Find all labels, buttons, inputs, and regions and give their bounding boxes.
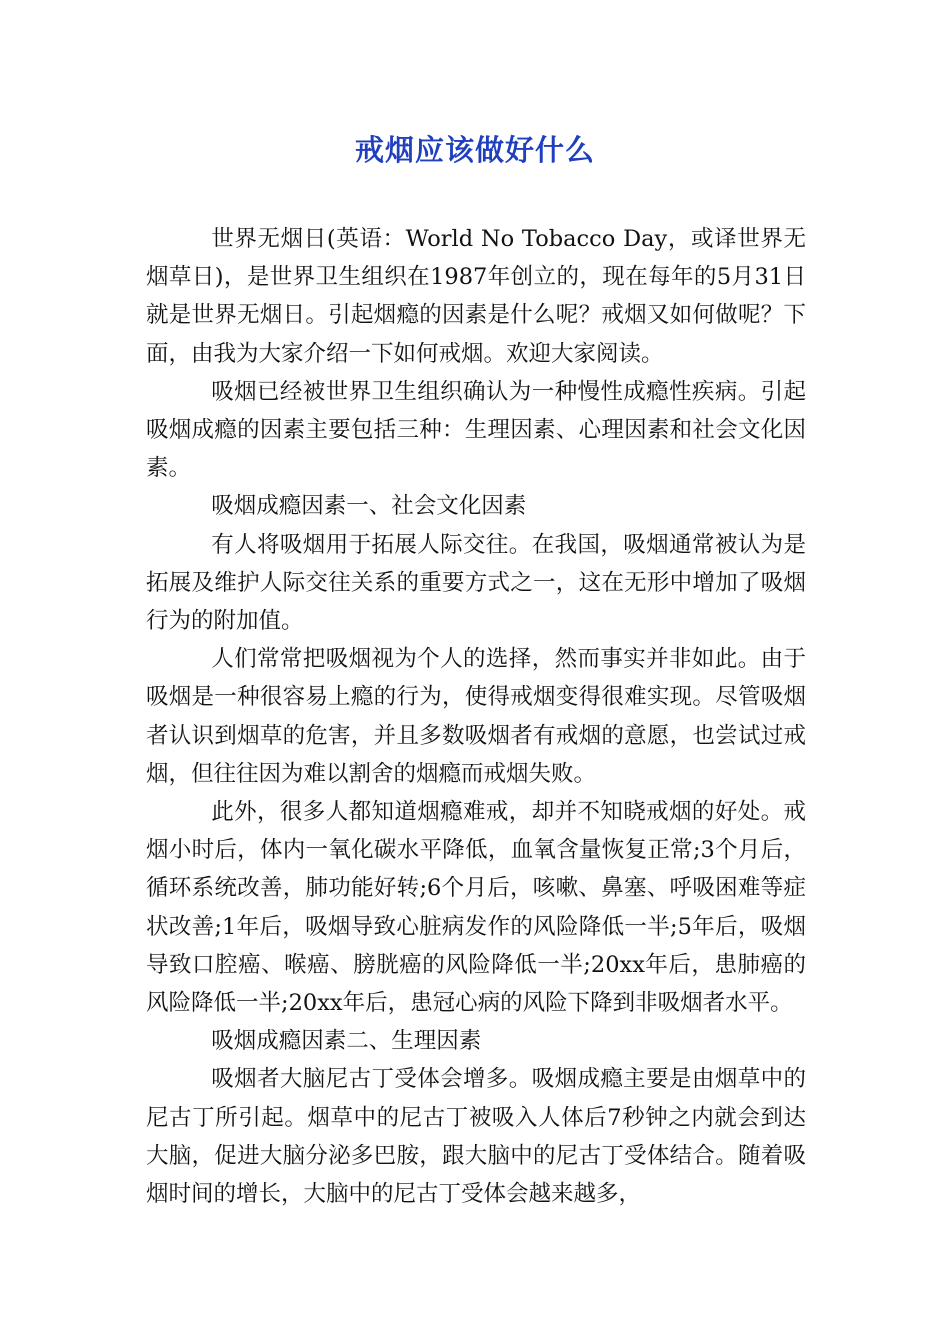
document-title: 戒烟应该做好什么 <box>354 133 595 167</box>
paragraph-nicotine-receptors: 吸烟者大脑尼古丁受体会增多。吸烟成瘾主要是由烟草中的尼古丁所引起。烟草中的尼古丁被吸入人体后7秒钟之内就会到达大脑，促进大脑分泌多巴胺，跟大脑中的尼古丁受体结合。随着吸烟时间的增长，大脑中的尼古丁受体会越来越多， <box>146 1066 806 1208</box>
paragraph-addiction-factors: 吸烟已经被世界卫生组织确认为一种慢性成瘾性疾病。引起吸烟成瘾的因素主要包括三种：生理因素、心理因素和社会文化因素。 <box>146 378 806 482</box>
section-heading-social-culture: 吸烟成瘾因素一、社会文化因素 <box>211 493 527 520</box>
section-heading-physiological: 吸烟成瘾因素二、生理因素 <box>211 1028 482 1055</box>
paragraph-quit-benefits: 此外，很多人都知道烟瘾难戒，却并不知晓戒烟的好处。戒烟小时后，体内一氧化碳水平降低，血氧含量恢复正常;3个月后，循环系统改善，肺功能好转;6个月后，咳嗽、鼻塞、呼吸困难等症状改善;1年后，吸烟导致心脏病发作的风险降低一半;5年后，吸烟导致口腔癌、喉癌、膀胱癌的风险降低一半;20xx年后，患肺癌的风险降低一半;20xx年后，患冠心病的风险下降到非吸烟者水平。 <box>146 799 806 1017</box>
paragraph-intro: 世界无烟日(英语：World No Tobacco Day，或译世界无烟草日)，是世界卫生组织在1987年创立的，现在每年的5月31日就是世界无烟日。引起烟瘾的因素是什么呢？戒烟又如何做呢？下面，由我为大家介绍一下如何戒烟。欢迎大家阅读。 <box>146 226 806 367</box>
paragraph-personal-choice: 人们常常把吸烟视为个人的选择，然而事实并非如此。由于吸烟是一种很容易上瘾的行为，使得戒烟变得很难实现。尽管吸烟者认识到烟草的危害，并且多数吸烟者有戒烟的意愿，也尝试过戒烟，但往往因为难以割舍的烟瘾而戒烟失败。 <box>146 646 806 787</box>
document-body <box>146 220 806 1213</box>
paragraph-social-interaction: 有人将吸烟用于拓展人际交往。在我国，吸烟通常被认为是拓展及维护人际交往关系的重要方式之一，这在无形中增加了吸烟行为的附加值。 <box>146 531 806 635</box>
